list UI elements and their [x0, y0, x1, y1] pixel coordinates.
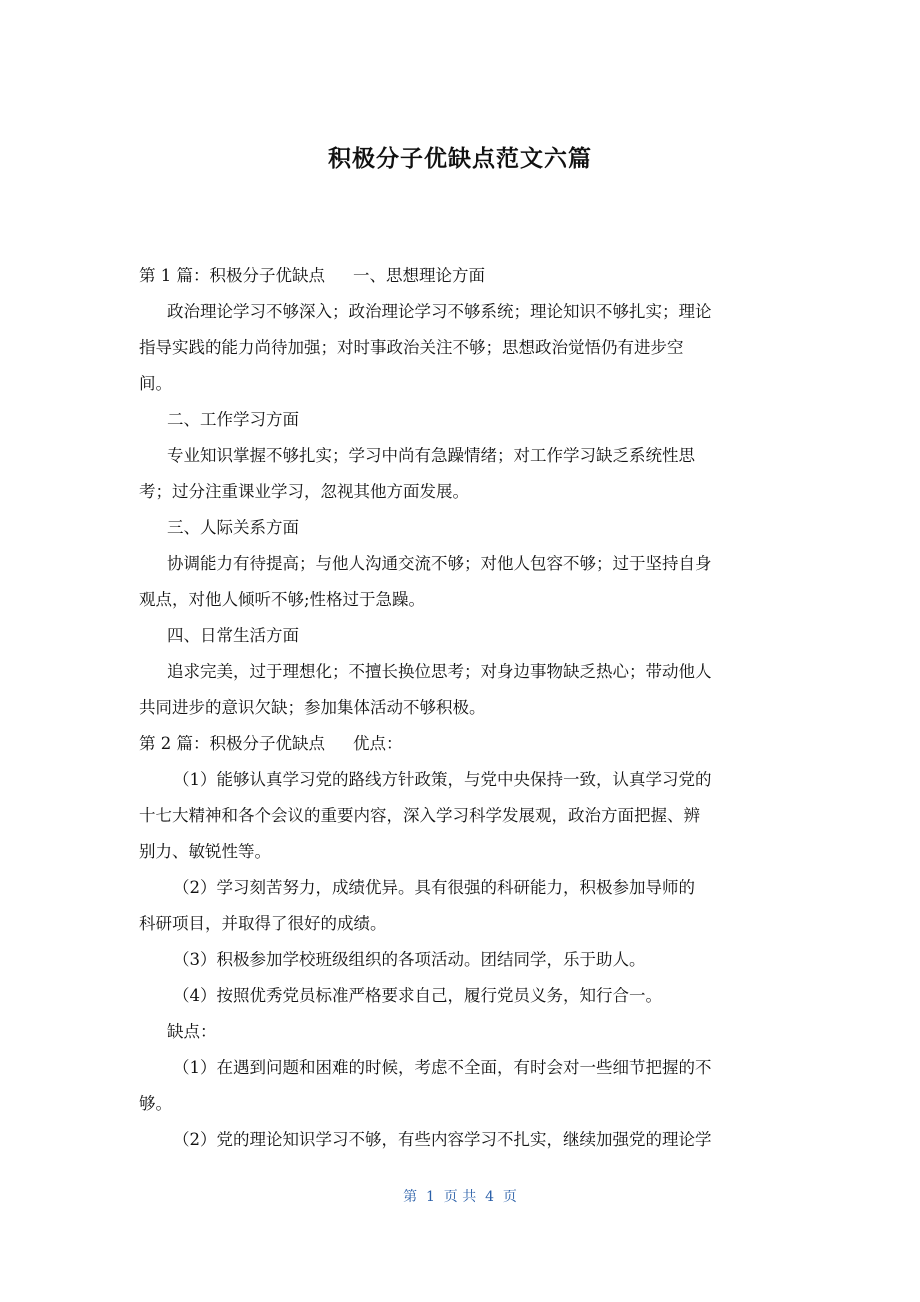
section-heading: 缺点：: [167, 1022, 217, 1041]
section-heading: 一、思想理论方面: [353, 266, 485, 285]
paragraph-line: 间。: [139, 374, 172, 393]
paragraph-line: 观点，对他人倾听不够;性格过于急躁。: [139, 590, 426, 609]
paragraph-line: 别力、敏锐性等。: [139, 842, 271, 861]
paragraph-line: （3）积极参加学校班级组织的各项活动。团结同学，乐于助人。: [173, 950, 646, 969]
part-label: 第 2 篇：积极分子优缺点: [139, 734, 325, 753]
paragraph-line: （2）党的理论知识学习不够，有些内容学习不扎实，继续加强党的理论学: [173, 1130, 712, 1149]
paragraph-line: 十七大精神和各个会议的重要内容，深入学习科学发展观，政治方面把握、辨: [139, 806, 700, 825]
paragraph-line: （4）按照优秀党员标准严格要求自己，履行党员义务，知行合一。: [173, 986, 662, 1005]
section-heading: 四、日常生活方面: [167, 626, 299, 645]
paragraph-line: 协调能力有待提高；与他人沟通交流不够；对他人包容不够；过于坚持自身: [167, 554, 712, 573]
paragraph-line: （1）能够认真学习党的路线方针政策，与党中央保持一致，认真学习党的: [173, 770, 712, 789]
paragraph-line: 追求完美，过于理想化；不擅长换位思考；对身边事物缺乏热心；带动他人: [167, 662, 712, 681]
paragraph-line: 指导实践的能力尚待加强；对时事政治关注不够；思想政治觉悟仍有进步空: [139, 338, 684, 357]
section-heading: 优点：: [353, 734, 403, 753]
paragraph-line: 政治理论学习不够深入；政治理论学习不够系统；理论知识不够扎实；理论: [167, 302, 712, 321]
document-title: 积极分子优缺点范文六篇: [328, 146, 592, 172]
page-indicator: 第 1 页 共 4 页: [403, 1189, 517, 1205]
paragraph-line: 共同进步的意识欠缺；参加集体活动不够积极。: [139, 698, 486, 717]
section-heading: 二、工作学习方面: [167, 410, 299, 429]
section-heading: 三、人际关系方面: [167, 518, 299, 537]
paragraph-line: 科研项目，并取得了很好的成绩。: [139, 914, 387, 933]
paragraph-line: （1）在遇到问题和困难的时候，考虑不全面，有时会对一些细节把握的不: [173, 1058, 712, 1077]
paragraph-line: （2）学习刻苦努力，成绩优异。具有很强的科研能力，积极参加导师的: [173, 878, 695, 897]
part-label: 第 1 篇：积极分子优缺点: [139, 266, 325, 285]
part-heading: [139, 258, 789, 294]
paragraph-line: 考；过分注重课业学习，忽视其他方面发展。: [139, 482, 469, 501]
paragraph-line: 够。: [139, 1094, 172, 1113]
paragraph-line: 专业知识掌握不够扎实；学习中尚有急躁情绪；对工作学习缺乏系统性思: [167, 446, 695, 465]
part-heading: [139, 726, 789, 762]
document-body: [139, 258, 789, 1158]
